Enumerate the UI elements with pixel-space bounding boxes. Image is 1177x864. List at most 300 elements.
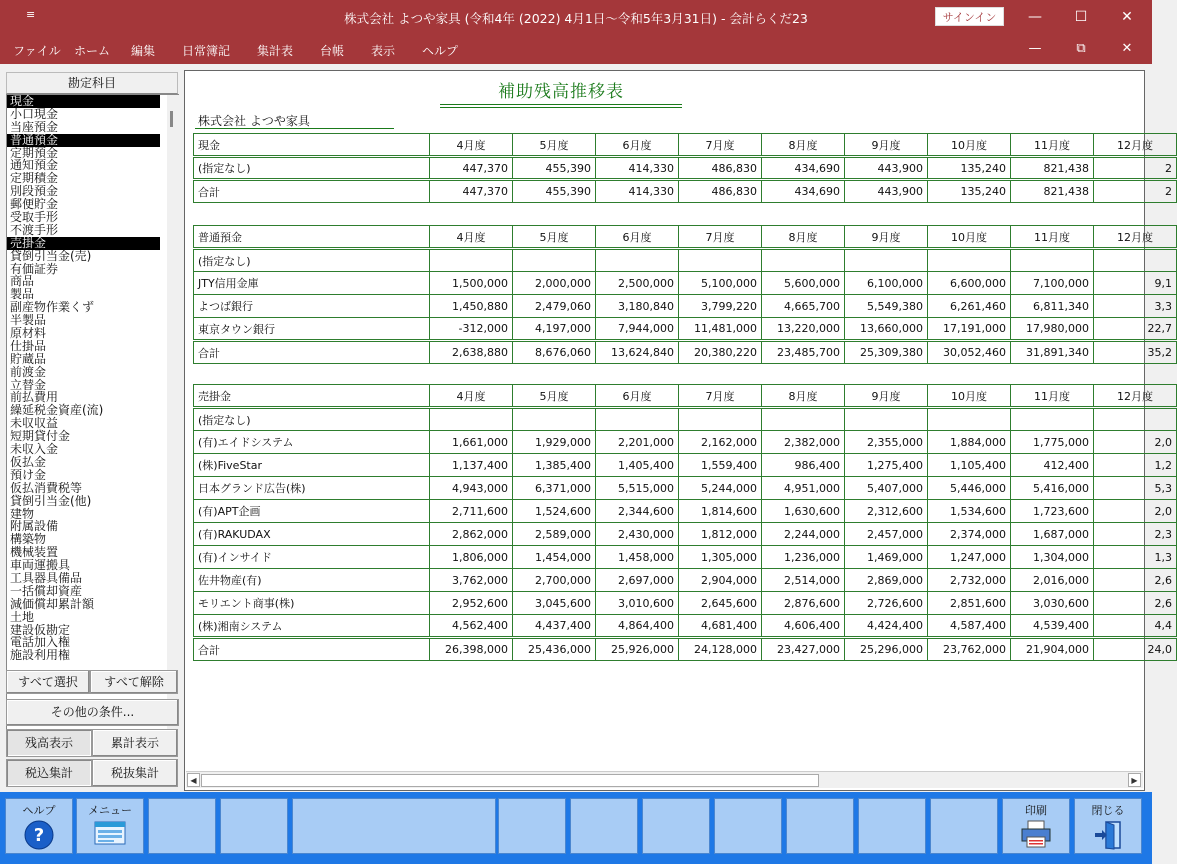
balance-cell: 2,876,600 [762, 592, 845, 615]
account-item[interactable]: 受取手形 [10, 210, 59, 225]
balance-cell: 2,000,000 [513, 272, 596, 295]
fkey-empty-6[interactable] [642, 798, 710, 854]
other-conditions-button[interactable]: その他の条件... [6, 699, 179, 726]
total-cell: 13,624,840 [596, 341, 679, 364]
account-item[interactable]: 不渡手形 [10, 222, 59, 237]
balance-cell [928, 408, 1011, 431]
balance-cell: 6,100,000 [845, 272, 928, 295]
balance-cell: 2,355,000 [845, 431, 928, 454]
balance-cell: 2,201,000 [596, 431, 679, 454]
scroll-right-icon[interactable]: ▶ [1128, 773, 1141, 787]
subaccount-name: 東京タウン銀行 [194, 318, 430, 341]
subaccount-name: よつば銀行 [194, 295, 430, 318]
month-header: 11月度 [1011, 385, 1094, 408]
account-item[interactable]: 小口現金 [10, 106, 59, 121]
account-item[interactable]: 製品 [10, 287, 35, 302]
window-title: 株式会社 よつや家具 (令和4年 (2022) 4月1日～令和5年3月31日) - 会計らくだ23 [344, 11, 808, 26]
balance-cell: 1,137,400 [430, 454, 513, 477]
mdi-close-icon[interactable]: ✕ [1121, 41, 1133, 56]
balance-cell [513, 249, 596, 272]
balance-cell: 486,830 [679, 157, 762, 180]
balance-cell [513, 408, 596, 431]
account-item[interactable]: 未収入金 [10, 442, 59, 457]
subaccount-table [193, 133, 1177, 203]
mdi-minimize-icon[interactable]: — [1028, 41, 1042, 56]
subaccount-name: (指定なし) [194, 157, 430, 180]
account-item[interactable]: 未収収益 [10, 416, 59, 431]
balance-cell: 3,3 [1094, 295, 1177, 318]
month-header: 6月度 [596, 226, 679, 249]
balance-cell: 1,500,000 [430, 272, 513, 295]
fkey-empty-1[interactable] [148, 798, 216, 854]
balance-cell: 2,904,000 [679, 569, 762, 592]
balance-cell: 2,862,000 [430, 523, 513, 546]
menu-icon [77, 819, 143, 850]
balance-cell: 4,606,400 [762, 615, 845, 638]
balance-cell: 4,197,000 [513, 318, 596, 341]
total-row [194, 180, 1177, 203]
month-header: 10月度 [928, 226, 1011, 249]
balance-cell: 2,457,000 [845, 523, 928, 546]
balance-cell: 3,030,600 [1011, 592, 1094, 615]
account-item[interactable]: 附属設備 [10, 519, 59, 534]
account-item[interactable]: 立替金 [10, 377, 47, 392]
account-item[interactable]: 前払費用 [10, 390, 59, 405]
tax-included-button[interactable]: 税込集計 [6, 759, 92, 787]
account-item[interactable]: 貯蔵品 [10, 351, 47, 366]
balance-cell: 13,660,000 [845, 318, 928, 341]
balance-cell: 2,6 [1094, 592, 1177, 615]
print-key[interactable] [1002, 798, 1070, 854]
month-header: 10月度 [928, 385, 1011, 408]
total-cell: 821,438 [1011, 180, 1094, 203]
balance-cell: 1,723,600 [1011, 500, 1094, 523]
mdi-restore-icon[interactable]: ⧉ [1076, 41, 1086, 56]
month-header: 10月度 [928, 134, 1011, 157]
balance-cell: 3,762,000 [430, 569, 513, 592]
month-header: 7月度 [679, 226, 762, 249]
balance-cell: 6,371,000 [513, 477, 596, 500]
account-item[interactable]: 建設仮勘定 [10, 622, 71, 637]
account-item[interactable]: 仕掛品 [10, 338, 47, 353]
account-item[interactable]: 通知預金 [10, 158, 59, 173]
balance-cell: 986,400 [762, 454, 845, 477]
account-item[interactable]: 一括償却資産 [10, 583, 83, 598]
menu-summary[interactable]: 集計表 [257, 44, 294, 58]
minimize-icon[interactable]: — [1028, 9, 1042, 25]
balance-cell: 2,500,000 [596, 272, 679, 295]
company-name: 株式会社 よつや家具 [198, 114, 310, 128]
total-cell: 25,296,000 [845, 638, 928, 661]
balance-cell: 2,3 [1094, 523, 1177, 546]
total-cell: 25,926,000 [596, 638, 679, 661]
account-item[interactable]: 普通預金 [7, 134, 160, 147]
month-header: 12月度 [1094, 226, 1177, 249]
account-pane [0, 64, 184, 792]
total-cell: 434,690 [762, 180, 845, 203]
account-item[interactable]: 有価証券 [10, 261, 59, 276]
balance-cell: 1,814,600 [679, 500, 762, 523]
account-item[interactable]: 土地 [10, 609, 35, 624]
balance-cell: 1,775,000 [1011, 431, 1094, 454]
balance-cell: 2,952,600 [430, 592, 513, 615]
account-item[interactable]: 貸倒引当金(売) [10, 248, 92, 263]
balance-cell [928, 249, 1011, 272]
balance-cell: 6,261,460 [928, 295, 1011, 318]
total-cell: 23,427,000 [762, 638, 845, 661]
balance-cell: 1,812,000 [679, 523, 762, 546]
month-header: 5月度 [513, 385, 596, 408]
function-key-bar [0, 792, 1152, 864]
balance-cell: 1,450,880 [430, 295, 513, 318]
balance-cell: 2,016,000 [1011, 569, 1094, 592]
account-item[interactable]: 副産物作業くず [10, 300, 95, 315]
balance-cell: 1,385,400 [513, 454, 596, 477]
menu-view[interactable]: 表示 [371, 44, 396, 58]
account-heading: 普通預金 [194, 226, 430, 249]
balance-cell: 2,589,000 [513, 523, 596, 546]
balance-cell: 1,458,000 [596, 546, 679, 569]
menu-help[interactable]: ヘルプ [422, 44, 459, 58]
total-label: 合計 [194, 638, 430, 661]
balance-cell: 2,711,600 [430, 500, 513, 523]
balance-cell: 1,929,000 [513, 431, 596, 454]
account-item[interactable]: 現金 [7, 95, 160, 108]
total-label: 合計 [194, 341, 430, 364]
subaccount-name: (指定なし) [194, 249, 430, 272]
balance-cell: 4,943,000 [430, 477, 513, 500]
menu-daily-bookkeeping[interactable]: 日常簿記 [182, 44, 231, 58]
account-list-scrollbar[interactable] [167, 95, 179, 731]
account-item[interactable]: 仮払消費税等 [10, 480, 83, 495]
balance-cell: 5,600,000 [762, 272, 845, 295]
table-row[interactable] [194, 157, 1177, 180]
menu-key[interactable] [76, 798, 144, 854]
balance-cell: 5,407,000 [845, 477, 928, 500]
month-header: 4月度 [430, 385, 513, 408]
account-item[interactable]: 貸倒引当金(他) [10, 493, 92, 508]
total-cell: 443,900 [845, 180, 928, 203]
menu-home[interactable]: ホーム [74, 44, 111, 58]
month-header: 5月度 [513, 134, 596, 157]
balance-cell [845, 249, 928, 272]
fkey-empty-10[interactable] [930, 798, 998, 854]
menu-ledger[interactable]: 台帳 [320, 44, 345, 58]
account-item[interactable]: 別段預金 [10, 184, 59, 199]
total-cell: 21,904,000 [1011, 638, 1094, 661]
balance-cell: 2,244,000 [762, 523, 845, 546]
balance-cell: 2,869,000 [845, 569, 928, 592]
balance-cell: 1,454,000 [513, 546, 596, 569]
table-row[interactable] [194, 249, 1177, 272]
scroll-left-icon[interactable]: ◀ [187, 773, 200, 787]
signin-button[interactable]: サインイン [935, 7, 1004, 26]
balance-cell: 1,305,000 [679, 546, 762, 569]
account-item[interactable]: 電話加入権 [10, 635, 71, 650]
balance-cell: 434,690 [762, 157, 845, 180]
balance-cell: 455,390 [513, 157, 596, 180]
balance-cell: 2,514,000 [762, 569, 845, 592]
fkey-empty-7[interactable] [714, 798, 782, 854]
total-row [194, 341, 1177, 364]
scroll-thumb[interactable] [201, 774, 819, 787]
balance-cell: 4,437,400 [513, 615, 596, 638]
month-header: 9月度 [845, 226, 928, 249]
total-label: 合計 [194, 180, 430, 203]
balance-cell: 4,864,400 [596, 615, 679, 638]
balance-cell: 447,370 [430, 157, 513, 180]
system-menu-icon[interactable]: ≡ [26, 8, 36, 21]
account-list[interactable] [6, 94, 179, 731]
balance-cell: 1,275,400 [845, 454, 928, 477]
month-header: 12月度 [1094, 385, 1177, 408]
total-cell: 35,2 [1094, 341, 1177, 364]
account-item[interactable]: 機械装置 [10, 545, 59, 560]
month-header: 7月度 [679, 134, 762, 157]
total-cell: 23,485,700 [762, 341, 845, 364]
balance-cell: 5,446,000 [928, 477, 1011, 500]
report-area [184, 70, 1172, 791]
balance-cell [430, 249, 513, 272]
balance-cell: 3,180,840 [596, 295, 679, 318]
balance-cell: 1,469,000 [845, 546, 928, 569]
account-item[interactable]: 減価償却累計額 [10, 596, 95, 611]
fkey-empty-3[interactable] [292, 798, 496, 854]
balance-cell: 6,600,000 [928, 272, 1011, 295]
table-row[interactable] [194, 592, 1177, 615]
balance-cell [430, 408, 513, 431]
balance-cell: 5,3 [1094, 477, 1177, 500]
account-item[interactable]: 仮払金 [10, 454, 47, 469]
balance-view-button[interactable]: 残高表示 [6, 729, 92, 757]
balance-cell: 4,562,400 [430, 615, 513, 638]
account-item[interactable]: 原材料 [10, 326, 47, 341]
balance-cell: 2,697,000 [596, 569, 679, 592]
balance-cell: 2,732,000 [928, 569, 1011, 592]
total-cell: 486,830 [679, 180, 762, 203]
month-header: 5月度 [513, 226, 596, 249]
balance-cell: 821,438 [1011, 157, 1094, 180]
close-key-label: 閉じる [1091, 804, 1125, 817]
balance-cell: 2,6 [1094, 569, 1177, 592]
balance-cell [1011, 408, 1094, 431]
balance-cell: 2,645,600 [679, 592, 762, 615]
table-row[interactable] [194, 454, 1177, 477]
account-item[interactable]: 半製品 [10, 313, 47, 328]
total-cell: 2 [1094, 180, 1177, 203]
account-item[interactable]: 前渡金 [10, 364, 47, 379]
maximize-icon[interactable]: ☐ [1074, 9, 1088, 25]
account-item[interactable]: 車両運搬具 [10, 558, 71, 573]
table-row[interactable] [194, 272, 1177, 295]
help-icon [6, 819, 72, 854]
balance-cell: 1,236,000 [762, 546, 845, 569]
subaccount-name: (有)RAKUDAX [194, 523, 430, 546]
balance-cell: 1,247,000 [928, 546, 1011, 569]
balance-cell: 2,430,000 [596, 523, 679, 546]
balance-cell: 2,851,600 [928, 592, 1011, 615]
account-item[interactable]: 短期貸付金 [10, 429, 71, 444]
balance-cell [596, 249, 679, 272]
svg-text:?: ? [33, 825, 45, 846]
account-list-header: 勘定科目 [6, 72, 178, 94]
month-header: 8月度 [762, 134, 845, 157]
total-cell: 23,762,000 [928, 638, 1011, 661]
fkey-empty-9[interactable] [858, 798, 926, 854]
account-item[interactable]: 郵便貯金 [10, 197, 59, 212]
account-item[interactable]: 商品 [10, 274, 35, 289]
account-item[interactable]: 定期積金 [10, 171, 59, 186]
help-key-label: ヘルプ [22, 804, 56, 817]
balance-cell: 3,045,600 [513, 592, 596, 615]
account-item[interactable]: 売掛金 [7, 237, 160, 250]
balance-cell: 5,549,380 [845, 295, 928, 318]
total-cell: 447,370 [430, 180, 513, 203]
account-item[interactable]: 預け金 [10, 467, 47, 482]
close-icon[interactable]: ✕ [1121, 9, 1133, 25]
balance-cell: 17,191,000 [928, 318, 1011, 341]
total-row [194, 638, 1177, 661]
cumulative-view-button[interactable]: 累計表示 [92, 729, 178, 757]
balance-cell: 5,100,000 [679, 272, 762, 295]
total-cell: 24,128,000 [679, 638, 762, 661]
balance-cell: 2,726,600 [845, 592, 928, 615]
month-header: 6月度 [596, 134, 679, 157]
subaccount-name: (株)FiveStar [194, 454, 430, 477]
deselect-all-button[interactable]: すべて解除 [90, 670, 178, 694]
menu-edit[interactable]: 編集 [131, 44, 156, 58]
balance-cell [762, 249, 845, 272]
account-heading: 売掛金 [194, 385, 430, 408]
table-row[interactable] [194, 431, 1177, 454]
subaccount-name: 日本グランド広告(株) [194, 477, 430, 500]
balance-cell: 5,515,000 [596, 477, 679, 500]
balance-cell: -312,000 [430, 318, 513, 341]
close-key[interactable] [1074, 798, 1142, 854]
report-title: 補助残高推移表 [498, 82, 624, 102]
balance-cell: 1,105,400 [928, 454, 1011, 477]
total-cell: 26,398,000 [430, 638, 513, 661]
subaccount-name: JTY信用金庫 [194, 272, 430, 295]
balance-cell: 2,382,000 [762, 431, 845, 454]
balance-cell [845, 408, 928, 431]
month-header: 11月度 [1011, 226, 1094, 249]
subaccount-name: (有)エイドシステム [194, 431, 430, 454]
menu-key-label: メニュー [88, 804, 132, 817]
tax-excluded-button[interactable]: 税抜集計 [92, 759, 178, 787]
menu-file[interactable]: ファイル [13, 44, 61, 58]
month-header: 9月度 [845, 385, 928, 408]
balance-cell: 13,220,000 [762, 318, 845, 341]
account-heading: 現金 [194, 134, 430, 157]
balance-cell: 2,312,600 [845, 500, 928, 523]
balance-cell: 22,7 [1094, 318, 1177, 341]
account-item[interactable]: 施設利用権 [10, 648, 71, 663]
account-item[interactable]: 構築物 [10, 532, 47, 547]
account-item[interactable]: 工具器具備品 [10, 570, 83, 585]
account-item[interactable]: 当座預金 [10, 119, 59, 134]
balance-cell: 17,980,000 [1011, 318, 1094, 341]
subaccount-name: (有)APT企画 [194, 500, 430, 523]
balance-cell: 135,240 [928, 157, 1011, 180]
balance-cell: 1,687,000 [1011, 523, 1094, 546]
fkey-empty-2[interactable] [220, 798, 288, 854]
month-header: 8月度 [762, 226, 845, 249]
month-header: 4月度 [430, 134, 513, 157]
balance-cell: 4,681,400 [679, 615, 762, 638]
table-row[interactable] [194, 615, 1177, 638]
balance-cell: 2,0 [1094, 431, 1177, 454]
balance-cell: 1,661,000 [430, 431, 513, 454]
total-cell: 30,052,460 [928, 341, 1011, 364]
month-header: 6月度 [596, 385, 679, 408]
balance-cell [1094, 249, 1177, 272]
fkey-empty-5[interactable] [570, 798, 638, 854]
balance-cell: 2,374,000 [928, 523, 1011, 546]
balance-cell: 2,479,060 [513, 295, 596, 318]
balance-cell: 1,524,600 [513, 500, 596, 523]
balance-cell: 3,010,600 [596, 592, 679, 615]
balance-cell: 5,244,000 [679, 477, 762, 500]
help-key[interactable] [5, 798, 73, 854]
account-item[interactable]: 繰延税金資産(流) [10, 403, 104, 418]
balance-cell: 3,799,220 [679, 295, 762, 318]
balance-cell: 1,559,400 [679, 454, 762, 477]
balance-cell: 412,400 [1011, 454, 1094, 477]
fkey-empty-8[interactable] [786, 798, 854, 854]
table-row[interactable] [194, 523, 1177, 546]
table-row[interactable] [194, 569, 1177, 592]
account-item[interactable]: 建物 [10, 506, 35, 521]
total-cell: 31,891,340 [1011, 341, 1094, 364]
table-row[interactable] [194, 318, 1177, 341]
subaccount-name: (株)湘南システム [194, 615, 430, 638]
subaccount-name: (有)インサイド [194, 546, 430, 569]
balance-cell: 2,700,000 [513, 569, 596, 592]
fkey-empty-4[interactable] [498, 798, 566, 854]
month-header: 11月度 [1011, 134, 1094, 157]
balance-cell: 5,416,000 [1011, 477, 1094, 500]
table-row[interactable] [194, 500, 1177, 523]
select-all-button[interactable]: すべて選択 [6, 670, 90, 694]
horizontal-scrollbar[interactable] [186, 771, 1143, 788]
total-cell: 25,309,380 [845, 341, 928, 364]
balance-cell: 7,944,000 [596, 318, 679, 341]
balance-cell: 1,534,600 [928, 500, 1011, 523]
subaccount-table [193, 384, 1177, 661]
balance-cell: 2,0 [1094, 500, 1177, 523]
balance-cell: 9,1 [1094, 272, 1177, 295]
table-row[interactable] [194, 546, 1177, 569]
balance-cell: 4,424,400 [845, 615, 928, 638]
subaccount-table [193, 225, 1177, 364]
total-cell: 20,380,220 [679, 341, 762, 364]
month-header: 12月度 [1094, 134, 1177, 157]
table-row[interactable] [194, 295, 1177, 318]
table-row[interactable] [194, 408, 1177, 431]
subaccount-name: 佐井物産(有) [194, 569, 430, 592]
balance-cell: 2 [1094, 157, 1177, 180]
balance-cell: 1,806,000 [430, 546, 513, 569]
month-header: 7月度 [679, 385, 762, 408]
balance-cell: 1,630,600 [762, 500, 845, 523]
balance-cell: 1,304,000 [1011, 546, 1094, 569]
table-row[interactable] [194, 477, 1177, 500]
account-item[interactable]: 定期預金 [10, 145, 59, 160]
balance-cell: 1,884,000 [928, 431, 1011, 454]
subaccount-name: (指定なし) [194, 408, 430, 431]
balance-cell: 4,587,400 [928, 615, 1011, 638]
